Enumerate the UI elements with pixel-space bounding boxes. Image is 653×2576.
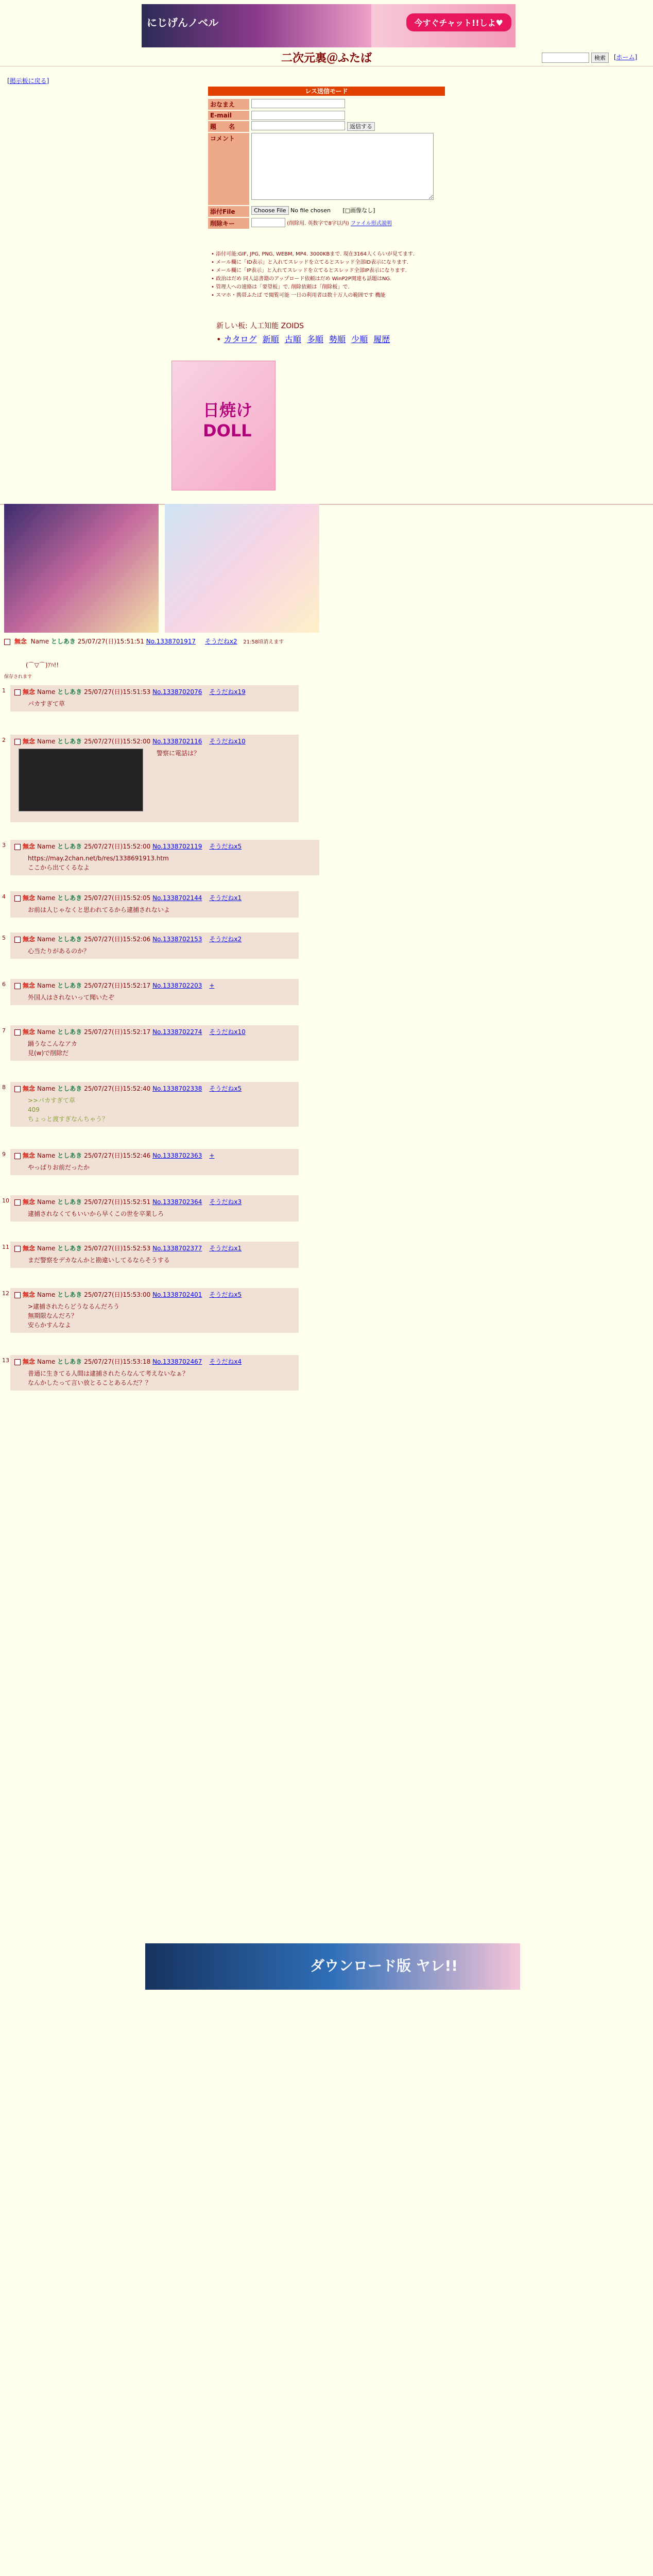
delete-checkbox[interactable] — [14, 1199, 21, 1206]
comment-label: コメント — [208, 133, 249, 205]
email-field[interactable] — [251, 111, 345, 120]
delete-checkbox[interactable] — [14, 1359, 21, 1365]
op-name-label: Name — [30, 638, 49, 645]
op-header — [4, 637, 284, 646]
sort-speed-link[interactable]: 勢順 — [329, 334, 346, 344]
reply-name-label: Name — [37, 1198, 56, 1206]
reply-name: としあき — [57, 894, 82, 902]
reply-name-label: Name — [37, 1245, 56, 1252]
reply-date: 25/07/27(日)15:52:40 — [84, 1085, 151, 1092]
reply-subject: 無念 — [23, 936, 36, 943]
thread-ad-left[interactable] — [4, 504, 159, 633]
reply-text: まだ警察をデカなんかと勘違いしてるならそうする — [28, 1257, 170, 1264]
reply-no-link[interactable]: No.1338702119 — [152, 843, 202, 850]
file-status: No file chosen — [290, 207, 331, 214]
rule-item: • メール欄に「ID表示」と入れてスレッドを立てるとスレッド全部ID表示になります. — [211, 259, 469, 267]
reply-name-label: Name — [37, 1028, 56, 1036]
reply-subject: 無念 — [23, 688, 36, 696]
reply-no-link[interactable]: No.1338702364 — [152, 1198, 202, 1206]
soudane-button[interactable]: そうだねx10 — [209, 738, 246, 745]
reply-post — [2, 1195, 299, 1222]
delete-checkbox[interactable] — [14, 937, 21, 943]
reply-date: 25/07/27(日)15:52:05 — [84, 894, 151, 902]
delete-checkbox[interactable] — [14, 1292, 21, 1298]
soudane-button[interactable]: そうだねx5 — [209, 1085, 242, 1092]
reply-name: としあき — [57, 688, 82, 696]
reply-image-thumbnail[interactable] — [19, 749, 143, 811]
reply-post — [2, 840, 319, 875]
file-format-link[interactable]: ファイル形式説明 — [350, 221, 392, 227]
reply-name: としあき — [57, 1028, 82, 1036]
delete-checkbox[interactable] — [14, 895, 21, 902]
reply-date: 25/07/27(日)15:52:17 — [84, 982, 151, 989]
reply-name-label: Name — [37, 1291, 56, 1298]
reply-subject: 無念 — [23, 1152, 36, 1159]
mid-thread-banner-ad[interactable] — [145, 1943, 520, 1990]
reply-text: 逮捕されなくてもいいから早くこの世を卒業しろ — [28, 1210, 164, 1217]
rule-item: • 添付可能:GIF, JPG, PNG, WEBM, MP4. 3000KBまで. 現在3164人くらいが見てます. — [211, 250, 469, 259]
reply-name: としあき — [57, 982, 82, 989]
delkey-field[interactable] — [251, 218, 285, 227]
banner-ad-left[interactable] — [142, 4, 371, 47]
reply-post — [2, 1082, 299, 1127]
op-delete-checkbox[interactable] — [4, 639, 10, 645]
reply-post — [2, 979, 299, 1005]
reply-name: としあき — [57, 738, 82, 745]
reply-form — [208, 99, 445, 230]
new-boards-link[interactable]: 新しい板: 人工知能 ZOIDS — [216, 322, 304, 330]
reply-text: 心当たりがあるのか？ — [28, 947, 90, 955]
op-save-note: 保存されます — [4, 674, 32, 680]
reply-no-link[interactable]: No.1338702338 — [152, 1085, 202, 1092]
delete-checkbox[interactable] — [14, 689, 21, 696]
soudane-button[interactable]: そうだねx5 — [209, 843, 242, 850]
search-button[interactable]: 検索 — [591, 53, 609, 63]
reply-number: 7 — [2, 1027, 6, 1034]
reply-post — [2, 1355, 299, 1391]
subject-label: 題 名 — [208, 121, 249, 132]
rule-item: • 管理人への連絡は「要望板」で. 削除依頼は「削除板」で. — [211, 283, 469, 292]
delete-checkbox[interactable] — [14, 1086, 21, 1092]
reply-text: >>パカすぎて草 409 ちょっと渡すぎなんちゃう？ — [28, 1097, 109, 1123]
reply-post — [2, 891, 299, 918]
reply-subject: 無念 — [23, 982, 36, 989]
sort-old-link[interactable]: 古順 — [284, 334, 301, 344]
name-field[interactable] — [251, 99, 345, 108]
reply-name-label: Name — [37, 738, 56, 745]
submit-button[interactable]: 返信する — [347, 122, 375, 131]
op-number[interactable]: No.1338701917 — [146, 638, 196, 645]
soudane-button[interactable]: + — [209, 1152, 215, 1159]
rule-item: • メール欄に「IP表示」と入れてスレッドを立てるとスレッド全部IP表示になります. — [211, 267, 469, 275]
posting-rules — [211, 250, 469, 300]
comment-textarea[interactable] — [251, 133, 434, 200]
reply-number: 1 — [2, 687, 6, 694]
op-soudane[interactable]: そうだねx2 — [204, 638, 237, 645]
reply-number: 3 — [2, 842, 6, 849]
top-banner-ad[interactable] — [142, 4, 515, 47]
reply-name-label: Name — [37, 894, 56, 902]
reply-subject: 無念 — [23, 1198, 36, 1206]
catalog-nav: • カタログ 新順 古順 多順 勢順 少順 履歴 — [216, 334, 390, 344]
reply-date: 25/07/27(日)15:53:00 — [84, 1291, 151, 1298]
home-link[interactable]: [ホーム] — [614, 54, 638, 61]
reply-post — [2, 1149, 299, 1175]
reply-number: 11 — [2, 1244, 9, 1250]
soudane-button[interactable]: そうだねx4 — [209, 1358, 242, 1365]
no-image-checkbox[interactable]: [□画像なし] — [342, 207, 375, 214]
reply-subject: 無念 — [23, 1245, 36, 1252]
mid-ad-text: ダウンロード版 ヤレ!! — [310, 1957, 458, 1974]
reply-name-label: Name — [37, 843, 56, 850]
reply-name-label: Name — [37, 982, 56, 989]
name-label: おなまえ — [208, 99, 249, 110]
reply-name: としあき — [57, 1358, 82, 1365]
delete-checkbox[interactable] — [14, 739, 21, 745]
reply-text: やっぱりお前だったか — [28, 1164, 90, 1171]
thread-ad-right[interactable] — [165, 504, 319, 633]
reply-date: 25/07/27(日)15:52:00 — [84, 843, 151, 850]
sort-new-link[interactable]: 新順 — [262, 334, 279, 344]
file-label: 添付File — [208, 206, 249, 217]
reply-subject: 無念 — [23, 738, 36, 745]
reply-name: としあき — [57, 1085, 82, 1092]
reply-date: 25/07/27(日)15:52:46 — [84, 1152, 151, 1159]
reply-text: https://may.2chan.net/b/res/1338691913.htm ここから出てくるなよ — [28, 855, 169, 871]
reply-number: 9 — [2, 1151, 6, 1158]
reply-text: 普通に生きてる人間は逮捕されたらなんて考えないなぁ？ なんかしたって言い放とることあるんだ？？ — [28, 1370, 189, 1386]
reply-name-label: Name — [37, 1358, 56, 1365]
op-date: 25/07/27(日)15:51:51 — [77, 638, 144, 645]
reply-no-link[interactable]: No.1338702116 — [152, 738, 202, 745]
reply-no-link[interactable]: No.1338702401 — [152, 1291, 202, 1298]
reply-name-label: Name — [37, 1152, 56, 1159]
sort-many-link[interactable]: 多順 — [306, 334, 323, 344]
reply-number: 5 — [2, 935, 6, 941]
banner-logo: にじげんノベル — [147, 16, 219, 29]
sort-few-link[interactable]: 少順 — [351, 334, 368, 344]
reply-subject: 無念 — [23, 1085, 36, 1092]
reply-post — [2, 1288, 299, 1333]
reply-no-link[interactable]: No.1338702076 — [152, 688, 202, 696]
reply-subject: 無念 — [23, 1291, 36, 1298]
reply-name-label: Name — [37, 936, 56, 943]
delete-checkbox[interactable] — [14, 1246, 21, 1252]
rule-item: • スマホ・携帯ふたば で閲覧可能 一日の利用者は数十万人の範囲です 機能 — [211, 292, 469, 300]
reply-text: 警察に電話は？ — [157, 750, 200, 757]
reply-number: 12 — [2, 1290, 9, 1297]
reply-post — [2, 933, 299, 959]
reply-subject: 無念 — [23, 843, 36, 850]
reply-date: 25/07/27(日)15:53:18 — [84, 1358, 151, 1365]
reply-post — [2, 1025, 299, 1061]
reply-number: 6 — [2, 981, 6, 988]
board-title: 二次元裏＠ふたば — [281, 52, 372, 65]
side-ad-label: 日焼け DOLL — [203, 400, 253, 440]
op-subject: 無念 — [14, 638, 27, 645]
reply-date: 25/07/27(日)15:52:06 — [84, 936, 151, 943]
reply-name: としあき — [57, 936, 82, 943]
soudane-button[interactable]: そうだねx19 — [209, 688, 246, 696]
reply-name-label: Name — [37, 1085, 56, 1092]
soudane-button[interactable]: + — [209, 982, 215, 989]
reply-no-link[interactable]: No.1338702203 — [152, 982, 202, 989]
reply-text: 外国人はされないって聞いたぞ — [28, 994, 115, 1001]
soudane-button[interactable]: そうだねx1 — [209, 1245, 242, 1252]
reply-text: 踊うなこんなアカ 見(w)で削除だ — [28, 1040, 77, 1057]
reply-no-link[interactable]: No.1338702363 — [152, 1152, 202, 1159]
search-area — [542, 53, 637, 63]
banner-ad-right[interactable] — [371, 4, 515, 47]
soudane-button[interactable]: そうだねx1 — [209, 894, 242, 902]
reply-name: としあき — [57, 1245, 82, 1252]
reply-no-link[interactable]: No.1338702377 — [152, 1245, 202, 1252]
reply-no-link[interactable]: No.1338702274 — [152, 1028, 202, 1036]
reply-name: としあき — [57, 1152, 82, 1159]
search-input[interactable] — [542, 53, 589, 63]
delete-checkbox[interactable] — [14, 983, 21, 989]
reply-name: としあき — [57, 843, 82, 850]
reply-date: 25/07/27(日)15:52:53 — [84, 1245, 151, 1252]
reply-name: としあき — [57, 1198, 82, 1206]
reply-name-label: Name — [37, 688, 56, 696]
subject-field[interactable] — [251, 121, 345, 130]
delkey-note: (削除用. 英数字で8字以内) — [287, 221, 349, 227]
reply-subject: 無念 — [23, 894, 36, 902]
reply-name: としあき — [57, 1291, 82, 1298]
history-link[interactable]: 履歴 — [373, 334, 390, 344]
back-to-board-link[interactable]: [掲示板に戻る] — [7, 77, 49, 84]
reply-subject: 無念 — [23, 1358, 36, 1365]
side-ad[interactable] — [171, 361, 276, 490]
email-label: E-mail — [208, 111, 249, 120]
delete-checkbox[interactable] — [14, 1029, 21, 1036]
reply-number: 10 — [2, 1197, 9, 1204]
reply-date: 25/07/27(日)15:52:17 — [84, 1028, 151, 1036]
reply-no-link[interactable]: No.1338702153 — [152, 936, 202, 943]
op-expires: 21:58頃消えます — [243, 639, 284, 645]
delete-checkbox[interactable] — [14, 844, 21, 850]
reply-no-link[interactable]: No.1338702144 — [152, 894, 202, 902]
op-name: としあき — [50, 638, 76, 645]
reply-text: お前は人じゃなくと思われてるから逮捕されないよ — [28, 906, 170, 913]
reply-post — [2, 685, 299, 711]
soudane-button[interactable]: そうだねx3 — [209, 1198, 242, 1206]
reply-number: 2 — [2, 737, 6, 743]
soudane-button[interactable]: そうだねx5 — [209, 1291, 242, 1298]
reply-date: 25/07/27(日)15:52:00 — [84, 738, 151, 745]
reply-text: パカすぎて草 — [28, 700, 65, 707]
delete-checkbox[interactable] — [14, 1153, 21, 1159]
soudane-button[interactable]: そうだねx10 — [209, 1028, 246, 1036]
catalog-link[interactable]: カタログ — [224, 334, 257, 344]
rule-item: • 政治はだめ 同人誌書籍のアップロード依頼はだめ WinP2P関連も話題はNG. — [211, 275, 469, 283]
reply-number: 8 — [2, 1084, 6, 1091]
reply-no-link[interactable]: No.1338702467 — [152, 1358, 202, 1365]
reply-date: 25/07/27(日)15:52:51 — [84, 1198, 151, 1206]
reply-mode-bar: レス送信モード — [208, 87, 445, 96]
reply-subject: 無念 — [23, 1028, 36, 1036]
reply-date: 25/07/27(日)15:51:53 — [84, 688, 151, 696]
reply-post — [2, 735, 299, 822]
reply-post — [2, 1242, 299, 1268]
delkey-label: 削除キー — [208, 218, 249, 229]
choose-file-button[interactable]: Choose File — [251, 206, 289, 215]
reply-number: 13 — [2, 1357, 9, 1364]
op-text: (⌒▽⌒)ｱﾊ!! — [26, 662, 59, 669]
reply-number: 4 — [2, 893, 6, 900]
banner-cta-button[interactable]: 今すぐチャット!!しよ♥ — [406, 13, 511, 31]
soudane-button[interactable]: そうだねx2 — [209, 936, 242, 943]
reply-text: >逮捕されたらどうなるんだろう 無期限なんだろ？ 安らかすんなよ — [28, 1303, 120, 1329]
